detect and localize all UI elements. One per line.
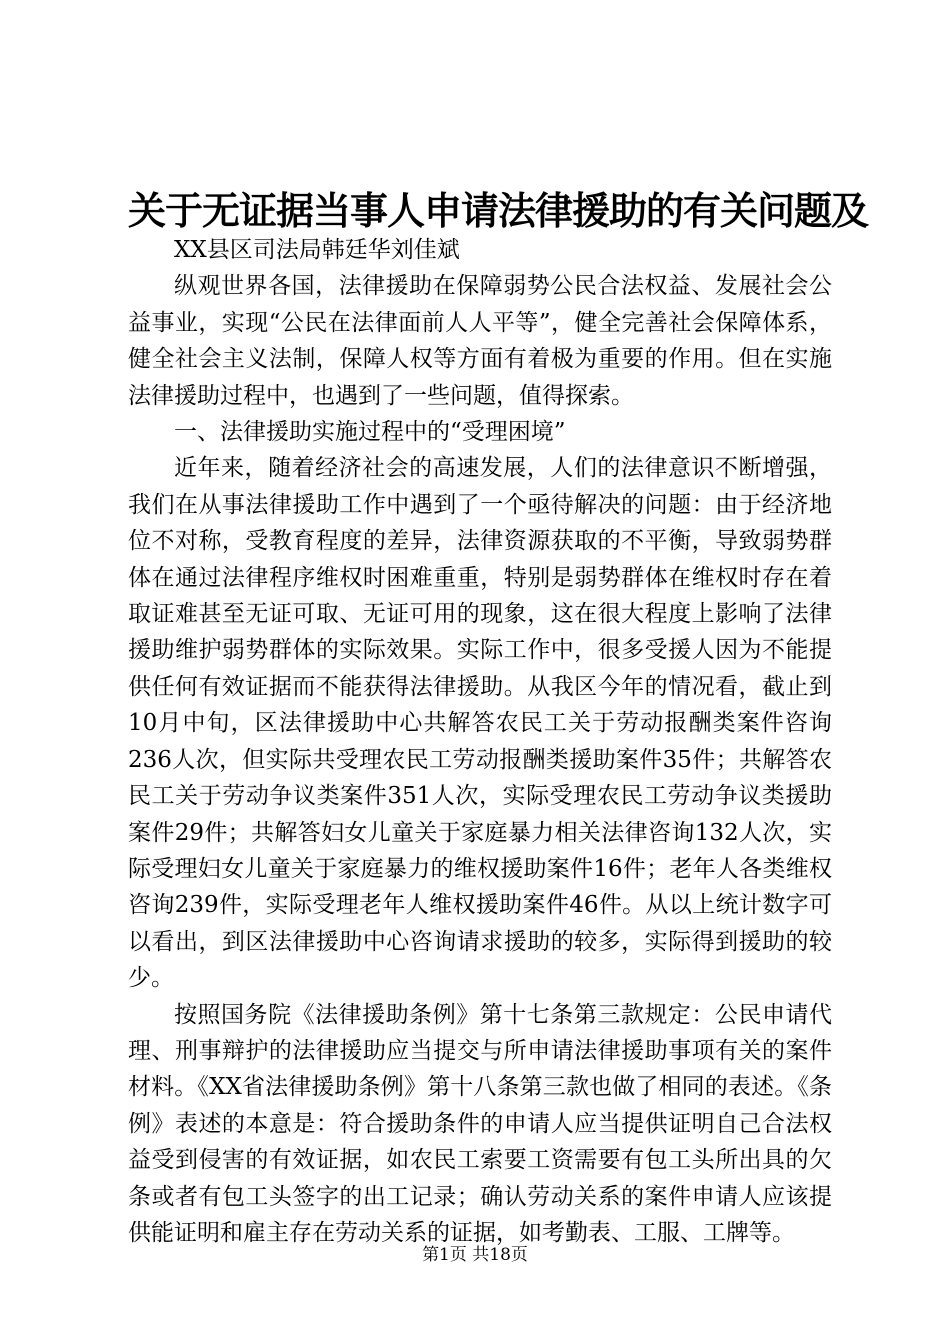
paragraph-intro: 纵观世界各国，法律援助在保障弱势公民合法权益、发展社会公益事业，实现“公民在法律面前人人平等”，健全完善社会保障体系，健全社会主义法制，保障人权等方面有着极为重要的作用。但在实施法律援助过程中，也遇到了一些问题，值得探索。 xyxy=(128,273,832,409)
paragraph-background: 近年来，随着经济社会的高速发展，人们的法律意识不断增强，我们在从事法律援助工作中遇到了一个亟待解决的问题：由于经济地位不对称，受教育程度的差异，法律资源获取的不平衡，导致弱势群体在通过法律程序维权时困难重重，特别是弱势群体在维权时存在着取证难甚至无证可取、无证可用的现象，这在很大程度上影响了法律援助维护弱势群体的实际效果。实际工作中，很多受援人因为不能提供任何有效证据而不能获得法律援助。从我区今年的情况看，截止到10月中旬，区法律援助中心共解答农民工关于劳动报酬类案件咨询236人次，但实际共受理农民工劳动报酬类援助案件35件；共解答农民工关于劳动争议类案件351人次，实际受理农民工劳动争议类援助案件29件；共解答妇女儿童关于家庭暴力相关法律咨询132人次，实际受理妇女儿童关于家庭暴力的维权援助案件16件；老年人各类维权咨询239件，实际受理老年人维权援助案件46件。从以上统计数字可以看出，到区法律援助中心咨询请求援助的较多，实际得到援助的较少。 xyxy=(128,455,832,992)
page-number-footer: 第1页 共18页 xyxy=(422,1245,528,1265)
document-title: 关于无证据当事人申请法律援助的有关问题及 xyxy=(128,189,869,233)
section-heading-1: 一、法律援助实施过程中的“受理困境” xyxy=(174,419,566,446)
paragraph-regulation: 按照国务院《法律援助条例》第十七条第三款规定：公民申请代理、刑事辩护的法律援助应当提交与所申请法律援助事项有关的案件材料。《XX省法律援助条例》第十八条第三款也做了相同的表述。《条例》表述的本意是：符合援助条件的申请人应当提供证明自己合法权益受到侵害的有效证据，如农民工索要工资需要有包工头所出具的欠条或者有包工头签字的出工记录；确认劳动关系的案件申请人应该提供能证明和雇主存在劳动关系的证据，如考勤表、工服、工牌等。 xyxy=(128,1001,832,1246)
author-line: XX县区司法局韩廷华刘佳斌 xyxy=(174,237,460,263)
document-body xyxy=(128,232,832,1251)
